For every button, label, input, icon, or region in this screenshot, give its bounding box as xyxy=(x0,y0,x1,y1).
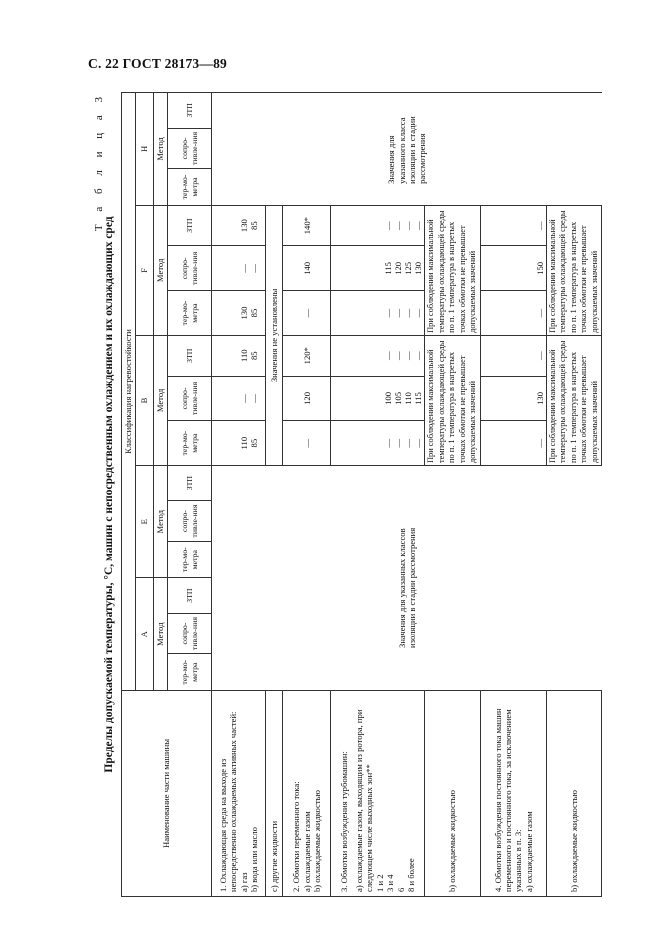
m-resist: сопро-тивле-ния xyxy=(168,128,212,169)
r1-f-ztp: 130 85 xyxy=(212,205,266,246)
row-name: 2. Обмотки переменного тока: а) охлаждаемые газом b) охлаждаемые жидкостью xyxy=(283,690,331,896)
m-ztp: ЗТП xyxy=(168,205,212,246)
r3-b-thermo: — — — — xyxy=(331,421,425,466)
r1-f-resist: — — xyxy=(212,246,266,291)
r4-b-thermo: — xyxy=(480,421,546,466)
ae-note-cell: Значения для указанных классов изоляции в стадии рассмотрения xyxy=(212,466,602,691)
rotated-table-block xyxy=(95,92,607,897)
row-name: b) охлаждаемые жидкостью xyxy=(425,690,481,896)
class-h: H xyxy=(136,93,154,206)
table-number: Т а б л и ц а 3 xyxy=(93,92,105,232)
r4-f-resist: 150 xyxy=(480,246,546,291)
page-header: С. 22 ГОСТ 28173—89 xyxy=(88,56,227,71)
r2-f-ztp: 140* xyxy=(283,205,331,246)
row-name: 1. Охлаждающая среда на выходе из непосредственно охлаждаемых активных частей: а) газ b) вода или масло xyxy=(212,690,266,896)
m-thermo: тер-мо-метра xyxy=(168,291,212,336)
r3-b-ztp: — — — — xyxy=(331,335,425,376)
class-a: A xyxy=(136,578,154,690)
header-classification: Классификация нагревостойкости xyxy=(122,93,136,691)
method-e: Метод xyxy=(154,466,168,578)
m-ztp: ЗТП xyxy=(168,335,212,376)
row-name: c) другие жидкости xyxy=(266,690,283,896)
m-thermo: тер-мо-метра xyxy=(168,169,212,206)
r2-b-ztp: 120* xyxy=(283,335,331,376)
row-name: 3. Обмотки возбуждения турбомашин: а) охлаждаемые газом, выходящим из ротора, при следующем числе выходных зон** 1 и 2 3 и 4 6 8 и более xyxy=(331,690,425,896)
class-b: B xyxy=(136,335,154,465)
r4-f-ztp: — xyxy=(480,205,546,246)
r3b-b-note: При соблюдении максимальной температуры охлаждающей среды по п. 1 температура в нагретых точках обмотки не превышает допускаемых значений xyxy=(425,335,481,465)
method-a: Метод xyxy=(154,578,168,690)
header-part-name: Наименование части машины xyxy=(122,690,212,896)
r1-b-thermo: 110 85 xyxy=(212,421,266,466)
r1-b-resist: — — xyxy=(212,376,266,421)
r3b-f-note: При соблюдении максимальной температуры охлаждающей среды по п. 1 температура в нагретых точках обмотки не превышает допускаемых значений xyxy=(425,205,481,335)
m-resist: сопро-тивле-ния xyxy=(168,246,212,291)
m-thermo: тер-мо-метра xyxy=(168,421,212,466)
r3-f-ztp: — — — — xyxy=(331,205,425,246)
table-title: Пределы допускаемой температуры, °С, машин с непосредственным охлаждением и их охлаждающих сред xyxy=(103,216,115,773)
m-thermo: тер-мо-метра xyxy=(168,654,212,691)
row-name: b) охлаждаемые жидкостью xyxy=(546,690,602,896)
method-h: Метод xyxy=(154,93,168,206)
m-ztp: ЗТП xyxy=(168,578,212,613)
r1-f-thermo: 130 85 xyxy=(212,291,266,336)
r1-b-ztp: 110 85 xyxy=(212,335,266,376)
temperature-limits-table xyxy=(121,92,602,897)
table-row xyxy=(212,93,266,897)
r4b-b-note: При соблюдении максимальной температуры охлаждающей среды по п. 1 температура в нагретых точках обмотки не превышает допускаемых значений xyxy=(546,335,602,465)
r2-f-thermo: — xyxy=(283,291,331,336)
r3-f-thermo: — — — — xyxy=(331,291,425,336)
r2-b-resist: 120 xyxy=(283,376,331,421)
method-b: Метод xyxy=(154,335,168,465)
m-resist: сопро-тивле-ния xyxy=(168,613,212,654)
m-ztp: ЗТП xyxy=(168,466,212,501)
method-f: Метод xyxy=(154,205,168,335)
row-name: 4. Обмотки возбуждения постоянного тока машин переменного и постоянного тока, за исключением указанных в п. 3: а) охлаждаемые газом xyxy=(480,690,546,896)
r2-b-thermo: — xyxy=(283,421,331,466)
r4-b-resist: 130 xyxy=(480,376,546,421)
r4b-f-note: При соблюдении максимальной температуры охлаждающей среды по п. 1 температура в нагретых точках обмотки не превышает допускаемых значений xyxy=(546,205,602,335)
r4-b-ztp: — xyxy=(480,335,546,376)
class-f: F xyxy=(136,205,154,335)
r3-b-resist: 100 105 110 115 xyxy=(331,376,425,421)
m-thermo: тер-мо-метра xyxy=(168,541,212,578)
r3-f-resist: 115 120 125 130 xyxy=(331,246,425,291)
r2-f-resist: 140 xyxy=(283,246,331,291)
m-resist: сопро-тивле-ния xyxy=(168,501,212,542)
class-e: E xyxy=(136,466,154,578)
m-ztp: ЗТП xyxy=(168,93,212,129)
m-resist: сопро-тивле-ния xyxy=(168,376,212,421)
r1c-note: Значения не установлены xyxy=(266,205,283,465)
r4-f-thermo: — xyxy=(480,291,546,336)
h-note-cell: Значения для указанного класса изоляции в стадии рассмотрения xyxy=(212,93,602,206)
